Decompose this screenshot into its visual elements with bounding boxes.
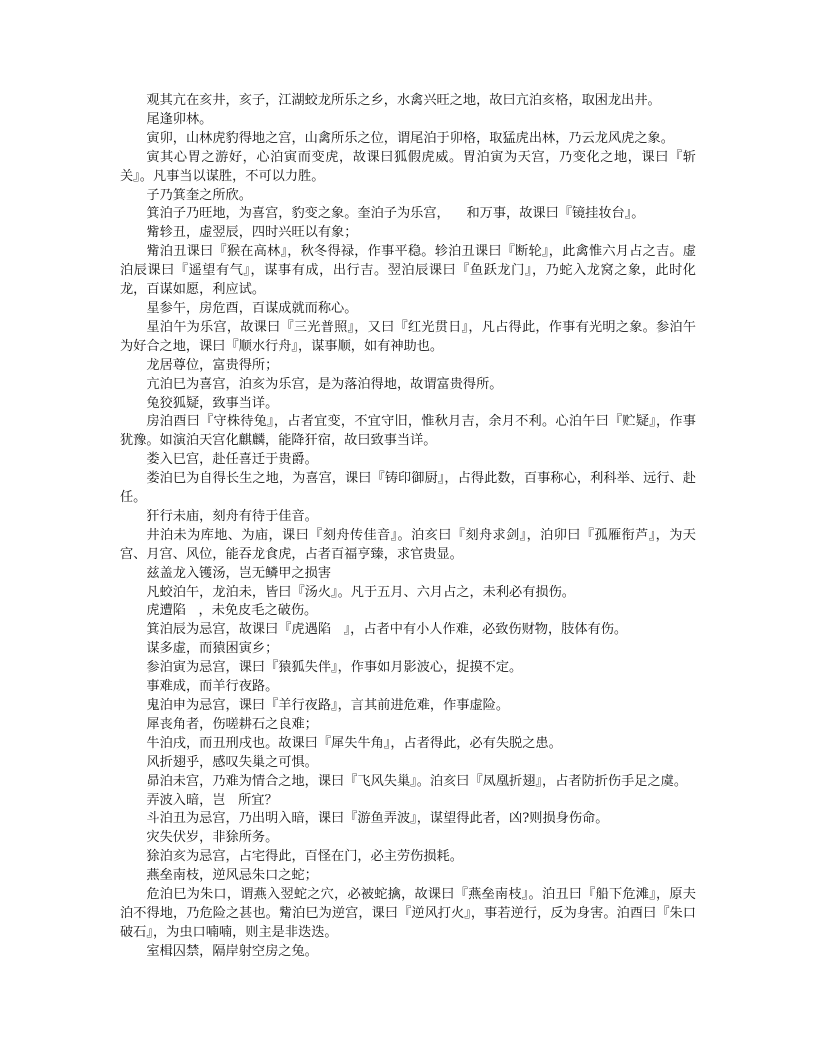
paragraph: 兔狡狐疑，致事当详。 (146, 395, 279, 411)
paragraph: 参泊寅为忌宫，课曰『猿狐失伴』，作事如月影波心，捉摸不定。 (146, 660, 523, 676)
paragraph: 牛泊戌，而丑刑戌也。故课曰『犀失牛角』，占者得此，必有失脱之患。 (146, 735, 562, 751)
paragraph: 昴泊未宫，乃难为情合之地，课曰『飞风失巢』。泊亥曰『凤凰折翅』，占者防折伤手足之虞。 (146, 773, 688, 789)
paragraph: 室楫囚禁，隔岸射空房之兔。 (146, 943, 318, 959)
paragraph: 觜泊丑课曰『猴在高林』，秋冬得禄，作事平稳。轸泊丑课曰『断轮』，此禽惟六月占之吉。虚泊辰课曰『遥望有气』，谋事有成，出行吉。翌泊辰课曰『鱼跃龙门』，乃蛇入龙窝之象，此时化龙，百谋如愿，利应试。 (120, 244, 696, 298)
paragraph: 弄波入暗，岂 所宜？ (146, 792, 278, 808)
paragraph: 寅其心胃之游好，心泊寅而变虎，故课曰狐假虎威。胃泊寅为天宫，乃变化之地，课曰『斩关』。凡事当以谋胜，不可以力胜。 (120, 149, 696, 184)
paragraph: 犴行未庙，刻舟有待于佳音。 (146, 508, 318, 524)
paragraph: 虎遭陷 ，未免皮毛之破伤。 (146, 603, 318, 619)
paragraph: 星泊午为乐宫，故课曰『三光普照』，又曰『红光贯日』，凡占得此，作事有光明之象。参泊午为好合之地，课曰『顺水行舟』，谋事顺，如有神助也。 (120, 319, 696, 354)
paragraph: 子乃箕奎之所欣。 (146, 187, 252, 203)
paragraph: 箕泊辰为忌宫，故课曰『虎遇陷 』，占者中有小人作难，必致伤财物，肢体有伤。 (146, 622, 628, 638)
paragraph: 尾逢卯林。 (146, 111, 213, 127)
paragraph: 燕垒南枝，逆风忌朱口之蛇； (146, 868, 318, 884)
paragraph: 灾失伏岁，非狳所务。 (146, 830, 279, 846)
paragraph: 谋多虚，而猿困寅乡； (146, 641, 279, 657)
paragraph: 鬼泊申为忌宫，课曰『羊行夜路』，言其前进危难，作事虚险。 (146, 698, 510, 713)
paragraph: 凡蛟泊午，龙泊未，皆曰『汤火』。凡于五月、六月占之，未利必有损伤。 (146, 584, 575, 600)
paragraph: 兹盖龙入镬汤，岂无鳞甲之损害 (146, 565, 332, 581)
paragraph: 事难成，而羊行夜路。 (146, 679, 279, 695)
paragraph: 斗泊丑为忌宫，乃出明入暗，课曰『游鱼弄波』，谋望得此者，凶?则损身伤命。 (146, 811, 609, 827)
paragraph: 亢泊巳为喜宫，泊亥为乐宫，是为落泊得地，故谓富贵得所。 (146, 376, 503, 392)
paragraph: 观其亢在亥井，亥子，江湖蛟龙所乐之乡，水禽兴旺之地，故曰亢泊亥格，取困龙出井。 (146, 93, 661, 108)
paragraph: 箕泊子乃旺地，为喜宫，豹变之象。奎泊子为乐宫， 和万事，故课曰『镜挂妆台』。 (146, 206, 645, 222)
paragraph: 寅卯，山林虎豹得地之宫，山禽所乐之位，谓尾泊于卯格，取猛虎出林，乃云龙风虎之象。 (146, 130, 674, 146)
paragraph: 风折翅乎，感叹失巢之可惧。 (146, 754, 318, 770)
paragraph: 娄泊巳为自得长生之地，为喜宫，课曰『铸印御厨』，占得此数，百事称心，利科举、远行、赴任。 (120, 471, 696, 506)
paragraph: 危泊巳为朱口，谓燕入翌蛇之穴，必被蛇擒，故课曰『燕垒南枝』。泊丑曰『船下危滩』，原夫泊不得地，乃危险之甚也。觜泊巳为逆宫，课曰『逆风打火』，事若逆行，反为身害。泊酉曰『朱口破石』，为虫口喃喃，则主是非迭迭。 (120, 887, 696, 940)
paragraph: 娄入巳宫，赴任喜迁于贵爵。 (146, 452, 318, 468)
document-body (120, 92, 696, 962)
paragraph: 房泊酉曰『守株待兔』，占者宜变，不宜守旧，惟秋月吉，余月不利。心泊午曰『贮疑』，作事犹豫。如演泊天宫化麒麟，能降犴宿，故曰致事当详。 (120, 414, 696, 449)
paragraph: 星参午，房危酉，百谋成就而称心。 (146, 300, 358, 316)
paragraph: 龙居尊位，富贵得所； (146, 357, 279, 373)
paragraph: 狳泊亥为忌宫，占宅得此，百怪在门，必主劳伤损耗。 (146, 849, 463, 865)
paragraph: 犀丧角者，伤嗟耕石之良难； (146, 716, 318, 732)
paragraph: 觜轸丑，虚翌辰，四时兴旺以有象； (146, 225, 358, 241)
paragraph: 井泊未为库地、为庙，课曰『刻舟传佳音』。泊亥曰『刻舟求剑』，泊卯曰『孤雁衔芦』，为天宫、月宫、风位，能吞龙食虎，占者百福亨臻，求官贵显。 (120, 527, 696, 562)
